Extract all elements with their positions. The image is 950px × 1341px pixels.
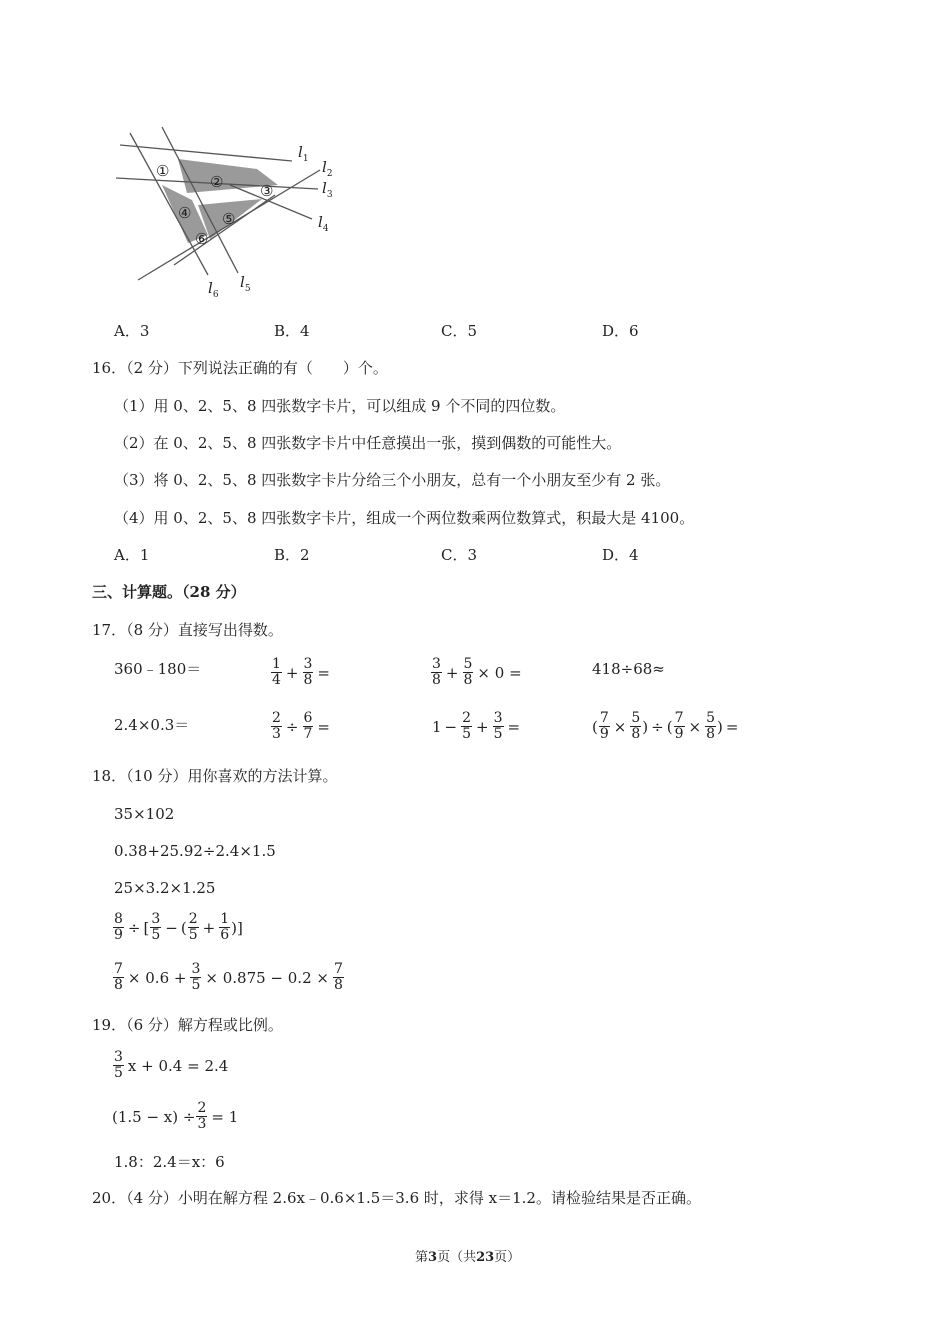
q20-stem: 20．（4 分）小明在解方程 2.6x﹣0.6×1.5＝3.6 时，求得 x＝1.2。请检验结果是否正确。: [92, 1189, 701, 1207]
q19-expr-3: 1.8：2.4＝x：6: [114, 1153, 225, 1171]
q15-option-b[interactable]: B．4: [274, 322, 310, 340]
section-3-title: 三、计算题。（28 分）: [92, 583, 246, 601]
q16-item-3: （3）将 0、2、5、8 四张数字卡片分给三个小朋友，总有一个小朋友至少有 2 张。: [114, 471, 671, 489]
q19-stem: 19．（6 分）解方程或比例。: [92, 1016, 283, 1034]
q17-expr-6: $\frac{2}{3}$ ÷ $\frac{6}{7}$ =: [272, 710, 330, 742]
line-label-l2: $l_2$: [322, 158, 333, 179]
q17-stem: 17．（8 分）直接写出得数。: [92, 621, 283, 639]
region-label-4: ④: [178, 204, 192, 222]
q16-option-c[interactable]: C．3: [441, 546, 478, 564]
q16-item-1: （1）用 0、2、5、8 四张数字卡片，可以组成 9 个不同的四位数。: [114, 397, 566, 415]
line-label-l4: $l_4$: [318, 213, 329, 234]
q17-expr-3: $\frac{3}{8}$ + $\frac{5}{8}$ × 0 =: [432, 656, 522, 688]
line-label-l5: $l_5$: [240, 273, 251, 294]
line-label-l1: $l_1$: [298, 143, 309, 164]
q18-expr-2: 0.38+25.92÷2.4×1.5: [114, 842, 276, 860]
q18-expr-1: 35×102: [114, 805, 175, 823]
region-label-6: ⑥: [195, 230, 209, 248]
q16-option-a[interactable]: A．1: [114, 546, 150, 564]
region-label-1: ①: [156, 162, 170, 180]
q18-expr-3: 25×3.2×1.25: [114, 879, 216, 897]
page-footer: 第3页（共23页）: [415, 1250, 521, 1265]
q15-option-c[interactable]: C．5: [441, 322, 478, 340]
q15-option-d[interactable]: D．6: [602, 322, 639, 340]
q15-option-a[interactable]: A．3: [114, 322, 150, 340]
region-label-3: ③: [260, 182, 274, 200]
q18-expr-4: $\frac{8}{9}$ ÷ [ $\frac{3}{5}$ − ( $\frac{2}{5}$ + $\frac{1}{6}$ )]: [114, 911, 243, 943]
q17-expr-7: 1 − $\frac{2}{5}$ + $\frac{3}{5}$ =: [432, 710, 521, 742]
q17-expr-8: ( $\frac{7}{9}$ × $\frac{5}{8}$ ) ÷ ( $\frac{7}{9}$ × $\frac{5}{8}$ ) =: [592, 710, 739, 742]
q16-stem: 16．（2 分）下列说法正确的有（ ）个。: [92, 359, 388, 377]
q19-expr-1: $\frac{3}{5}$ x + 0.4 = 2.4: [114, 1049, 229, 1081]
q17-expr-4: 418÷68≈: [592, 660, 665, 678]
q16-option-b[interactable]: B．2: [274, 546, 310, 564]
line-figure: [110, 125, 340, 300]
line-l6: [130, 133, 208, 275]
line-l1: [120, 145, 292, 161]
q19-expr-2: (1.5 − x) ÷ $\frac{2}{3}$ = 1: [112, 1100, 239, 1132]
region-label-5: ⑤: [222, 210, 236, 228]
region-label-2: ②: [210, 173, 224, 191]
q17-expr-2: $\frac{1}{4}$ + $\frac{3}{8}$ =: [272, 656, 330, 688]
q17-expr-5: 2.4×0.3＝: [114, 716, 190, 734]
q18-stem: 18．（10 分）用你喜欢的方法计算。: [92, 767, 338, 785]
q17-expr-1: 360﹣180＝: [114, 660, 202, 678]
line-label-l6: $l_6$: [208, 279, 219, 300]
q16-item-4: （4）用 0、2、5、8 四张数字卡片，组成一个两位数乘两位数算式，积最大是 4100。: [114, 509, 695, 527]
q16-option-d[interactable]: D．4: [602, 546, 639, 564]
line-label-l3: $l_3$: [322, 179, 333, 200]
q16-item-2: （2）在 0、2、5、8 四张数字卡片中任意摸出一张，摸到偶数的可能性大。: [114, 434, 622, 452]
q18-expr-5: $\frac{7}{8}$ × 0.6 + $\frac{3}{5}$ × 0.875 − 0.2 × $\frac{7}{8}$: [114, 961, 343, 993]
